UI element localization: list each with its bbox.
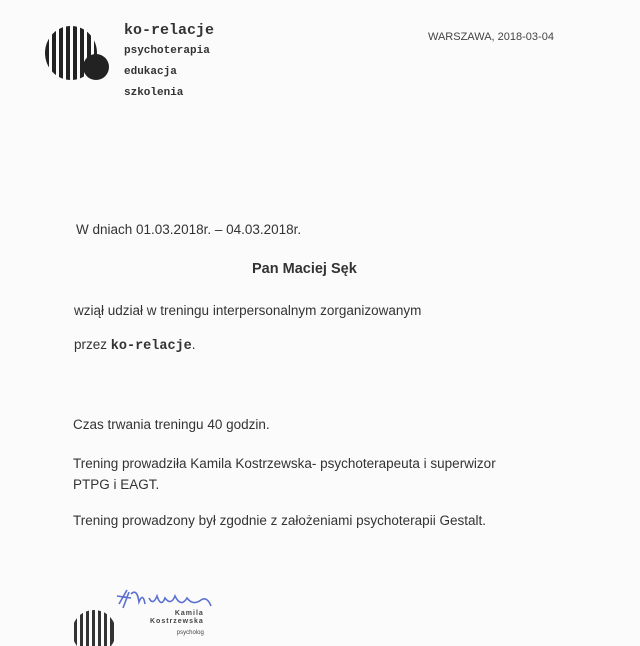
- brand-name: ko-relacje: [124, 22, 215, 39]
- brand-block: [124, 22, 214, 99]
- tagline: szkolenia: [124, 87, 184, 99]
- tagline: psychoterapia: [124, 45, 210, 57]
- stamp-title: psycholog: [176, 630, 204, 636]
- dates-line: W dniach 01.03.2018r. – 04.03.2018r.: [76, 222, 302, 237]
- stamp-text: [150, 610, 204, 637]
- method-line: Trening prowadzony był zgodnie z założeniami psychoterapii Gestalt.: [73, 513, 486, 528]
- organizer-line: [74, 337, 196, 354]
- stamp-name-2: Kostrzewska: [150, 618, 204, 625]
- tagline: edukacja: [124, 66, 177, 78]
- ko-relacje-logo: [45, 26, 109, 80]
- participation-line: wziął udział w treningu interpersonalnym zorganizowanym: [74, 303, 422, 318]
- place-date: WARSZAWA, 2018-03-04: [428, 31, 554, 43]
- duration-line: Czas trwania treningu 40 godzin.: [73, 417, 270, 432]
- trainer-line-1: Trening prowadziła Kamila Kostrzewska- psychoterapeuta i superwizor: [73, 456, 496, 471]
- stamp-name-1: Kamila: [174, 610, 204, 617]
- trainer-line-2: PTPG i EAGT.: [73, 477, 160, 492]
- organizer-prefix: przez: [74, 337, 111, 352]
- recipient-name: Pan Maciej Sęk: [252, 261, 357, 277]
- stamp-logo: [72, 606, 122, 646]
- organizer-suffix: .: [191, 337, 196, 352]
- organizer-name: ko-relacje: [110, 339, 192, 354]
